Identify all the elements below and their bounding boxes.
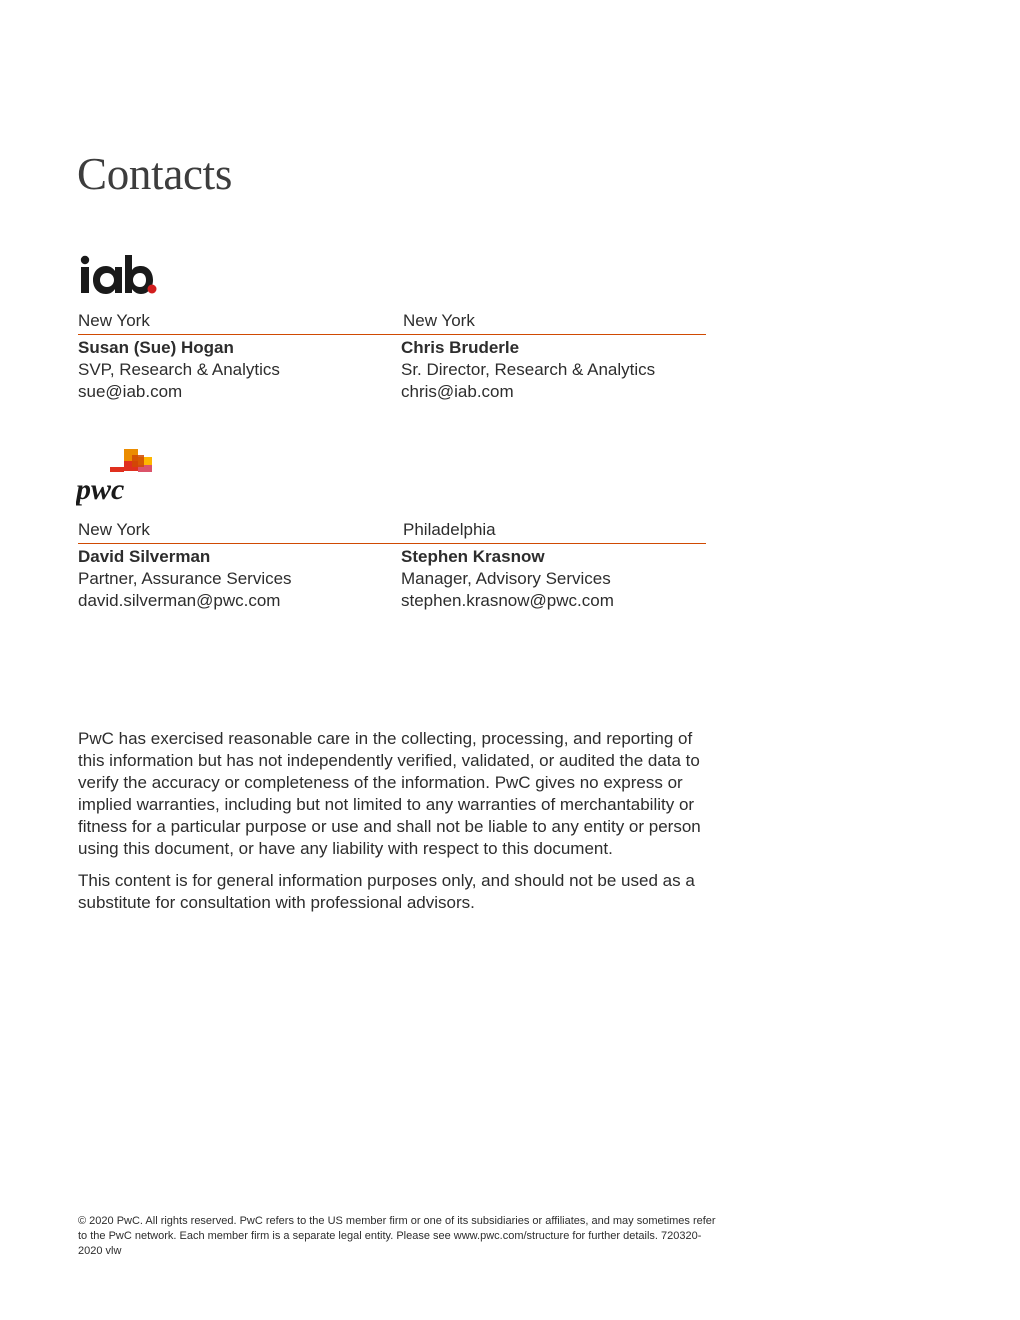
page-title: Contacts — [77, 149, 233, 199]
contact-city: New York — [78, 310, 402, 335]
disclaimer — [78, 728, 723, 924]
pwc-logo — [76, 447, 156, 509]
contact-name: Susan (Sue) Hogan — [78, 338, 234, 357]
contact-city: New York — [78, 519, 402, 544]
contact-card-hogan — [78, 310, 402, 403]
contact-city: New York — [402, 310, 706, 335]
contact-role: Manager, Advisory Services — [401, 569, 611, 588]
contact-card-silverman — [78, 519, 402, 612]
contact-card-krasnow — [402, 519, 706, 612]
contact-role: SVP, Research & Analytics — [78, 360, 280, 379]
contact-role: Partner, Assurance Services — [78, 569, 292, 588]
contact-name: Stephen Krasnow — [401, 547, 545, 566]
contact-email[interactable]: david.silverman@pwc.com — [78, 591, 281, 610]
contact-city: Philadelphia — [402, 519, 706, 544]
disclaimer-paragraph: PwC has exercised reasonable care in the collecting, processing, and reporting of this information but has not independently verified, validated, or audited the data to verify the accuracy or completeness of the information. PwC gives no express or implied warranties, including but not limited to any warranties of merchantability or fitness for a particular purpose or use and shall not be liable to any entity or person using this document, or have any liability with respect to this document. — [78, 729, 701, 858]
contact-role: Sr. Director, Research & Analytics — [401, 360, 656, 379]
contact-name: Chris Bruderle — [401, 338, 520, 357]
disclaimer-paragraph: This content is for general information purposes only, and should not be used as a substitute for consultation with professional advisors. — [78, 871, 695, 912]
contact-email[interactable]: chris@iab.com — [401, 382, 514, 401]
contact-email[interactable]: sue@iab.com — [78, 382, 183, 401]
contact-name: David Silverman — [78, 547, 211, 566]
iab-logo — [78, 252, 158, 298]
contact-card-bruderle — [402, 310, 706, 403]
copyright-footer: © 2020 PwC. All rights reserved. PwC refers to the US member firm or one of its subsidiaries or affiliates, and may sometimes refer to the PwC network. Each member firm is a separate legal entity. Please see www.pwc.com/structure for further details. 720320-2020 vlw — [78, 1215, 716, 1257]
contact-email[interactable]: stephen.krasnow@pwc.com — [401, 591, 614, 610]
pwc-wordmark: pwc — [76, 473, 125, 506]
